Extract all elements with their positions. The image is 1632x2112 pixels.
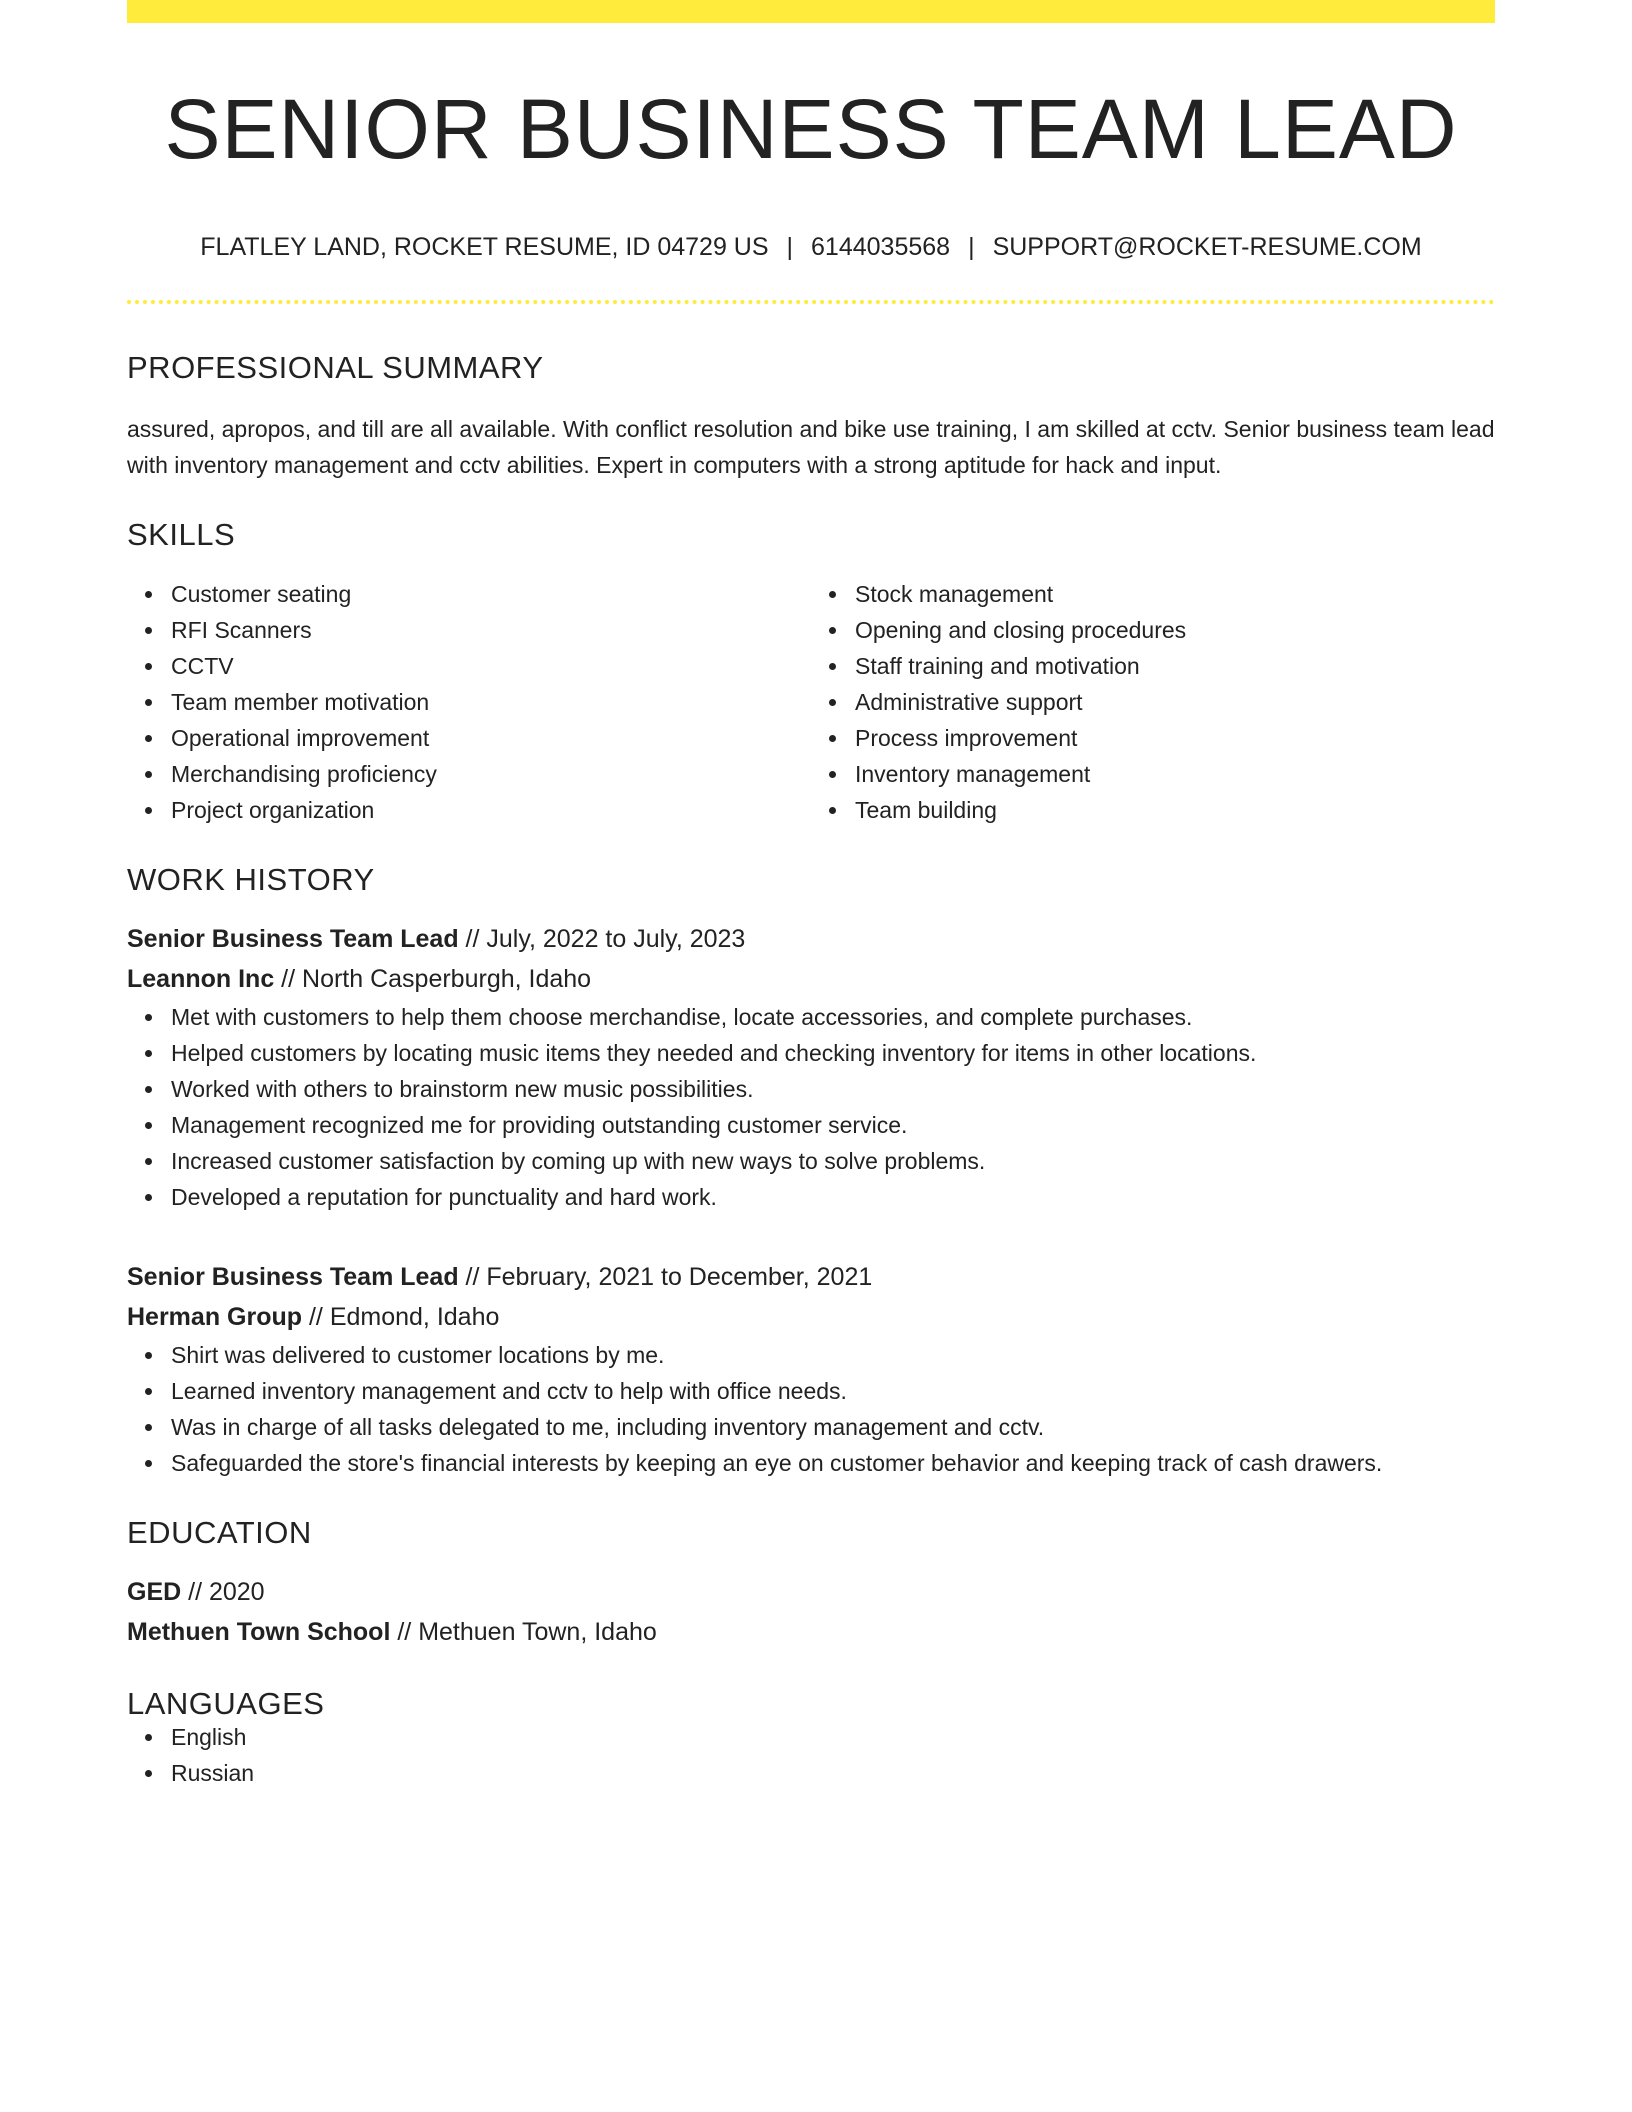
skill-item: Customer seating [171,576,811,612]
job-role-line [127,1257,1495,1297]
education-location: // Methuen Town, Idaho [390,1618,657,1646]
skill-item: Team building [855,792,1495,828]
job-bullet: Met with customers to help them choose merchandise, locate accessories, and complete purchases. [171,999,1495,1035]
job-bullet: Helped customers by locating music items they needed and checking inventory for items in other locations. [171,1035,1495,1071]
job-bullet: Was in charge of all tasks delegated to me, including inventory management and cctv. [171,1409,1495,1445]
work-history-heading: WORK HISTORY [127,862,375,897]
job-bullet-list [127,1337,1495,1481]
job-bullet: Worked with others to brainstorm new music possibilities. [171,1071,1495,1107]
job-role: Senior Business Team Lead [127,1263,459,1291]
job-company: Herman Group [127,1303,303,1331]
accent-top-bar [127,0,1495,23]
contact-line [127,235,1495,260]
education-school-line [127,1612,1495,1652]
contact-separator: | [968,233,975,261]
skill-item: Project organization [171,792,811,828]
education-heading: EDUCATION [127,1515,312,1550]
skill-item: Process improvement [855,720,1495,756]
language-item: English [171,1719,1495,1755]
skill-item: Staff training and motivation [855,648,1495,684]
contact-separator: | [786,233,794,261]
job-dates: // July, 2022 to July, 2023 [458,925,746,953]
education-school: Methuen Town School [127,1618,391,1646]
skill-item: CCTV [171,648,811,684]
skills-grid [127,576,1495,828]
resume-title: SENIOR BUSINESS TEAM LEAD [164,82,1458,176]
language-item: Russian [171,1755,1495,1791]
header-divider [127,300,1495,304]
skill-item: Team member motivation [171,684,811,720]
skill-item: Merchandising proficiency [171,756,811,792]
skills-column-left [127,576,811,828]
skill-item: Operational improvement [171,720,811,756]
languages-list [127,1719,1495,1791]
resume-page [127,0,1495,1791]
summary-text: assured, apropos, and till are all available. With conflict resolution and bike use training, I am skilled at cctv. Senior business team lead with inventory management and cctv abilities. Expert in computers with a strong aptitude for hack and input. [127,416,1495,478]
job-bullet: Management recognized me for providing outstanding customer service. [171,1107,1495,1143]
skill-item: Opening and closing procedures [855,612,1495,648]
education-degree-line [127,1572,1495,1612]
job-dates: // February, 2021 to December, 2021 [458,1263,873,1291]
job-bullet-list [127,999,1495,1215]
job-bullet: Safeguarded the store's financial interests by keeping an eye on customer behavior and keeping track of cash drawers. [171,1445,1495,1481]
skill-item: Stock management [855,576,1495,612]
skill-item: RFI Scanners [171,612,811,648]
education-degree: GED [127,1578,182,1606]
job-bullet: Learned inventory management and cctv to help with office needs. [171,1373,1495,1409]
job-bullet: Developed a reputation for punctuality and hard work. [171,1179,1495,1215]
job-role: Senior Business Team Lead [127,925,459,953]
skill-item: Administrative support [855,684,1495,720]
job-bullet: Shirt was delivered to customer locations by me. [171,1337,1495,1373]
summary-heading: PROFESSIONAL SUMMARY [127,350,544,385]
job-company-line [127,1297,1495,1337]
contact-address: FLATLEY LAND, ROCKET RESUME, ID 04729 US [200,233,769,261]
job-bullet: Increased customer satisfaction by coming up with new ways to solve problems. [171,1143,1495,1179]
skills-column-right [811,576,1495,828]
skills-heading: SKILLS [127,517,236,552]
education-year: // 2020 [181,1578,265,1606]
job-location: // North Casperburgh, Idaho [274,965,592,993]
job-company-line [127,959,1495,999]
languages-heading: LANGUAGES [127,1686,325,1721]
contact-email: SUPPORT@ROCKET-RESUME.COM [992,233,1422,261]
contact-phone: 6144035568 [811,233,951,261]
job-location: // Edmond, Idaho [302,1303,500,1331]
skill-item: Inventory management [855,756,1495,792]
job-role-line [127,919,1495,959]
job-company: Leannon Inc [127,965,275,993]
